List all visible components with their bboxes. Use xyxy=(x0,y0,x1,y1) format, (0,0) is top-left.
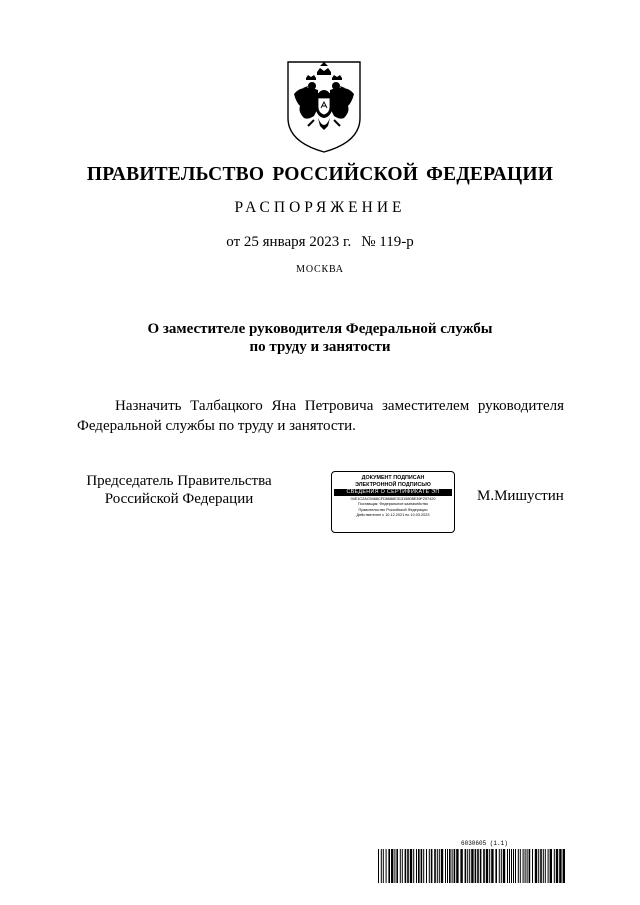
stamp-title xyxy=(332,475,454,488)
document-code: 6030605 (1.1) xyxy=(461,840,508,847)
coat-of-arms-icon xyxy=(284,58,364,154)
date-number-line xyxy=(0,234,640,251)
document-place: МОСКВА xyxy=(296,264,344,275)
stamp-serial: 04E1C2AC9468CFD8686E31315808E39F297420 xyxy=(350,497,436,501)
stamp-issuer-line-1: Поставщик: Федеральное казначейство xyxy=(357,502,429,507)
barcode-icon xyxy=(378,849,565,883)
stamp-title-line-2: ЭЛЕКТРОННОЙ ПОДПИСЬЮ xyxy=(355,481,431,488)
document-body: Назначить Талбацкого Яна Петровича заместителем руководителя Федеральной службы по труду и занятости. xyxy=(77,398,564,434)
position-line-2: Российской Федерации xyxy=(104,491,254,507)
subject-line-2: по труду и занятости xyxy=(249,339,391,355)
stamp-certificate-bar: СВЕДЕНИЯ О СЕРТИФИКАТЕ ЭП xyxy=(334,489,452,496)
document-number: № 119-р xyxy=(361,234,414,250)
subject-line-1: О заместителе руководителя Федеральной службы xyxy=(147,321,493,337)
stamp-title-line-1: ДОКУМЕНТ ПОДПИСАН xyxy=(361,475,425,481)
document-date: от 25 января 2023 г. xyxy=(226,234,352,250)
organization-title: ПРАВИТЕЛЬСТВО РОССИЙСКОЙ ФЕДЕРАЦИИ xyxy=(86,164,554,185)
stamp-issuer-line-2: Правительство Российской Федерации xyxy=(358,507,428,512)
electronic-signature-stamp xyxy=(331,471,455,533)
position-line-1: Председатель Правительства xyxy=(86,473,272,489)
signatory-name: М.Мишустин xyxy=(477,488,564,504)
document-type: РАСПОРЯЖЕНИЕ xyxy=(234,199,406,216)
stamp-validity: Действителен с 10.12.2021 по 10.03.2023 xyxy=(356,513,430,518)
signatory-position xyxy=(70,472,288,508)
document-subject xyxy=(100,320,540,356)
